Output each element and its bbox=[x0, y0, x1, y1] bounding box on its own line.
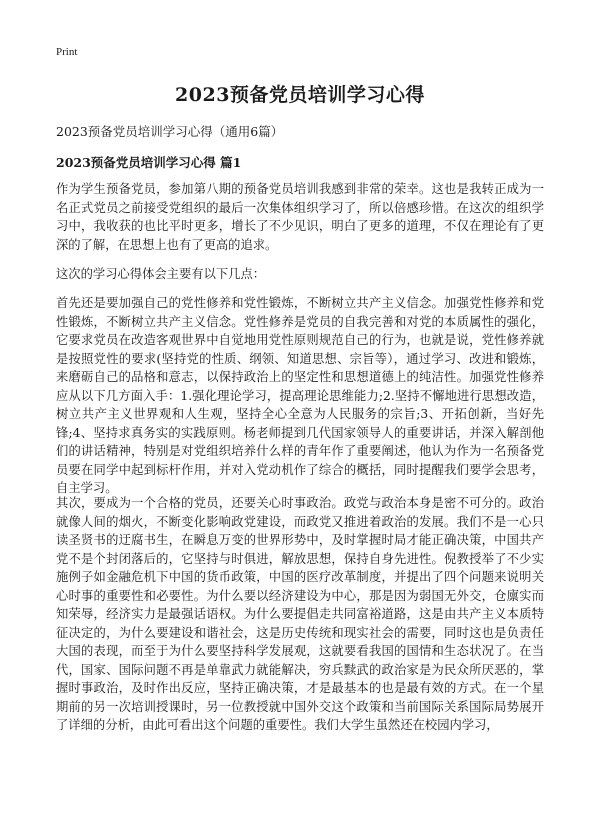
print-label[interactable]: Print bbox=[56, 46, 78, 58]
document-subtitle: 2023预备党员培训学习心得（通用6篇） bbox=[56, 124, 284, 139]
paragraph-4: 其次，要成为一个合格的党员，还要关心时事政治。政党与政治本身是密不可分的。政治就像人间的烟火，不断变化影响政党建设，而政党又推进着政治的发展。我们不是一心只读圣贤书的迂腐书生，在瞬息万变的世界形势中，及时掌握时局才能正确决策，中国共产党不是个封闭落后的，它坚持与时俱进，解放思想，保持自身先进性。倪教授举了不少实施例子如金融危机下中国的货币政策，中国的医疗改革制度，并提出了四个问题来说明关心时事的重要性和必要性。为什么要以经济建设为中心，那是因为弱国无外交，仓廪实而知荣辱，经济实力是最强话语权。为什么要提倡走共同富裕道路，这是由共产主义本质特征决定的，为什么要建设和谐社会，这是历史传统和现实社会的需要，同时这也是负责任大国的表现，而至于为什么要坚持科学发展观，这就要看我国的国情和生态状况了。在当代，国家、国际问题不再是单靠武力就能解决，穷兵黩武的政治家是为民众所厌恶的，掌握时事政治，及时作出反应，坚持正确决策，才是最基本的也是最有效的方式。在一个星期前的另一次培训授课时，另一位教授就中国外交这个政策和当前国际关系国际局势展开了详细的分析，由此可看出这个问题的重要性。我们大学生虽然还在校园内学习， bbox=[56, 496, 544, 732]
section-heading: 2023预备党员培训学习心得 篇1 bbox=[56, 155, 242, 170]
paragraph-3: 首先还是要加强自己的党性修养和党性锻炼，不断树立共产主义信念。加强党性修养和党性锻炼，不断树立共产主义信念。党性修养是党员的自我完善和对党的本质属性的强化，它要求党员在改造客观世界中自觉地用党性原则规范自己的行为，也就是说，党性修养就是按照党性的要求(坚持党的性质、纲领、知道思想、宗旨等），通过学习、改进和锻炼，来磨砺自己的品格和意志，以保持政治上的坚定性和思想道德上的纯洁性。加强党性修养应从以下几方面入手：1.强化理论学习，提高理论思维能力;2.坚持不懈地进行思想改造，树立共产主义世界观和人生观，坚持全心全意为人民服务的宗旨;3、开拓创新，当好先锋;4、坚持求真务实的实践原则。杨老师提到几代国家领导人的重要讲话，并深入解剖他们的讲话精神，特别是对党组织培养什么样的青年作了重要阐述，他认为作为一名预备党员要在同学中起到标杆作用，并对入党动机作了综合的概括，同时提醒我们要学会思考，自主学习。 bbox=[56, 296, 544, 495]
document-title: 2023预备党员培训学习心得 bbox=[175, 84, 425, 106]
paragraph-1: 作为学生预备党员，参加第八期的预备党员培训我感到非常的荣幸。这也是我转正成为一名正式党员之前接受党组织的最后一次集体组织学习了，所以倍感珍惜。在这次的组织学习中，我收获的也比平时更多，增长了不少见识，明白了更多的道理，不仅在理论有了更深的了解，在思想上也有了更高的追求。 bbox=[56, 182, 544, 252]
paragraph-2: 这次的学习心得体会主要有以下几点： bbox=[56, 267, 266, 281]
